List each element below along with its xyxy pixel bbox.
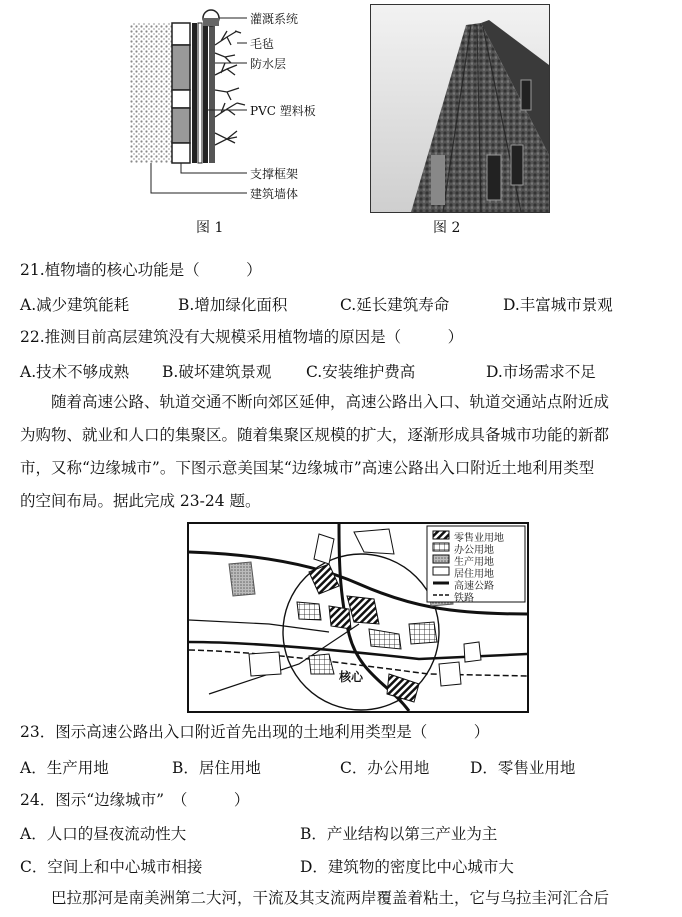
q21-option-b[interactable]: B.增加绿化面积 xyxy=(178,296,288,314)
q22-option-d[interactable]: D.市场需求不足 xyxy=(486,363,596,381)
q21-stem: 21.植物墙的核心功能是（ ） xyxy=(20,261,262,279)
passage-parana-river: 巴拉那河是南美洲第二大河，干流及其支流两岸覆盖着粘土，它与乌拉圭河汇合后 xyxy=(20,889,610,907)
land-use-map xyxy=(187,522,529,713)
passage-line: 随着高速公路、轨道交通不断向郊区延伸，高速公路出入口、轨道交通站点附近成 xyxy=(20,393,610,411)
q23-option-a[interactable]: A．生产用地 xyxy=(20,759,109,777)
building-wall xyxy=(130,23,172,163)
label-waterproof: 防水层 xyxy=(250,57,287,71)
passage-edge-city xyxy=(20,386,670,518)
q22-option-a[interactable]: A.技术不够成熟 xyxy=(20,363,130,381)
figure-1-caption: 图 1 xyxy=(196,220,224,236)
q24-option-b[interactable]: B．产业结构以第三产业为主 xyxy=(300,825,498,843)
q23-option-b[interactable]: B．居住用地 xyxy=(172,759,261,777)
q24-option-d[interactable]: D．建筑物的密度比中心城市大 xyxy=(300,858,514,876)
legend-production: 生产用地 xyxy=(454,557,494,568)
legend-railway: 铁路 xyxy=(454,593,474,604)
q23-option-c[interactable]: C．办公用地 xyxy=(340,759,430,777)
passage-line: 的空间布局。据此完成 23-24 题。 xyxy=(20,492,261,510)
q24-option-c[interactable]: C．空间上和中心城市相接 xyxy=(20,858,203,876)
q21-option-a[interactable]: A.减少建筑能耗 xyxy=(20,296,130,314)
legend-highway: 高速公路 xyxy=(454,581,494,592)
q22-stem: 22.推测目前高层建筑没有大规模采用植物墙的原因是（ ） xyxy=(20,328,464,346)
passage-line: 市，又称“边缘城市”。下图示意美国某“边缘城市”高速公路出入口附近土地利用类型 xyxy=(20,459,595,477)
q23-option-d[interactable]: D．零售业用地 xyxy=(470,759,576,777)
legend-retail: 零售业用地 xyxy=(454,533,504,544)
figure-2-photo xyxy=(370,4,550,213)
plant-roots xyxy=(215,31,245,145)
label-pvc: PVC 塑料板 xyxy=(250,104,316,118)
q22-option-b[interactable]: B.破坏建筑景观 xyxy=(162,363,272,381)
q24-stem: 24．图示“边缘城市” （ ） xyxy=(20,791,250,809)
label-wall: 建筑墙体 xyxy=(250,187,299,201)
q21-option-d[interactable]: D.丰富城市景观 xyxy=(503,296,613,314)
legend-office: 办公用地 xyxy=(454,545,494,556)
label-felt: 毛毡 xyxy=(250,37,275,51)
label-frame: 支撑框架 xyxy=(250,167,299,181)
label-irrigation: 灌溉系统 xyxy=(250,12,299,26)
q21-option-c[interactable]: C.延长建筑寿命 xyxy=(340,296,450,314)
figure-2-caption: 图 2 xyxy=(433,220,461,236)
q23-stem: 23．图示高速公路出入口附近首先出现的土地利用类型是（ ） xyxy=(20,723,490,741)
passage-line: 为购物、就业和人口的集聚区。随着集聚区规模的扩大，逐渐形成具备城市功能的新都 xyxy=(20,426,610,444)
core-label: 核心 xyxy=(339,670,364,684)
q24-option-a[interactable]: A．人口的昼夜流动性大 xyxy=(20,825,187,843)
q22-option-c[interactable]: C.安装维护费高 xyxy=(306,363,416,381)
legend-residential: 居住用地 xyxy=(454,569,494,580)
